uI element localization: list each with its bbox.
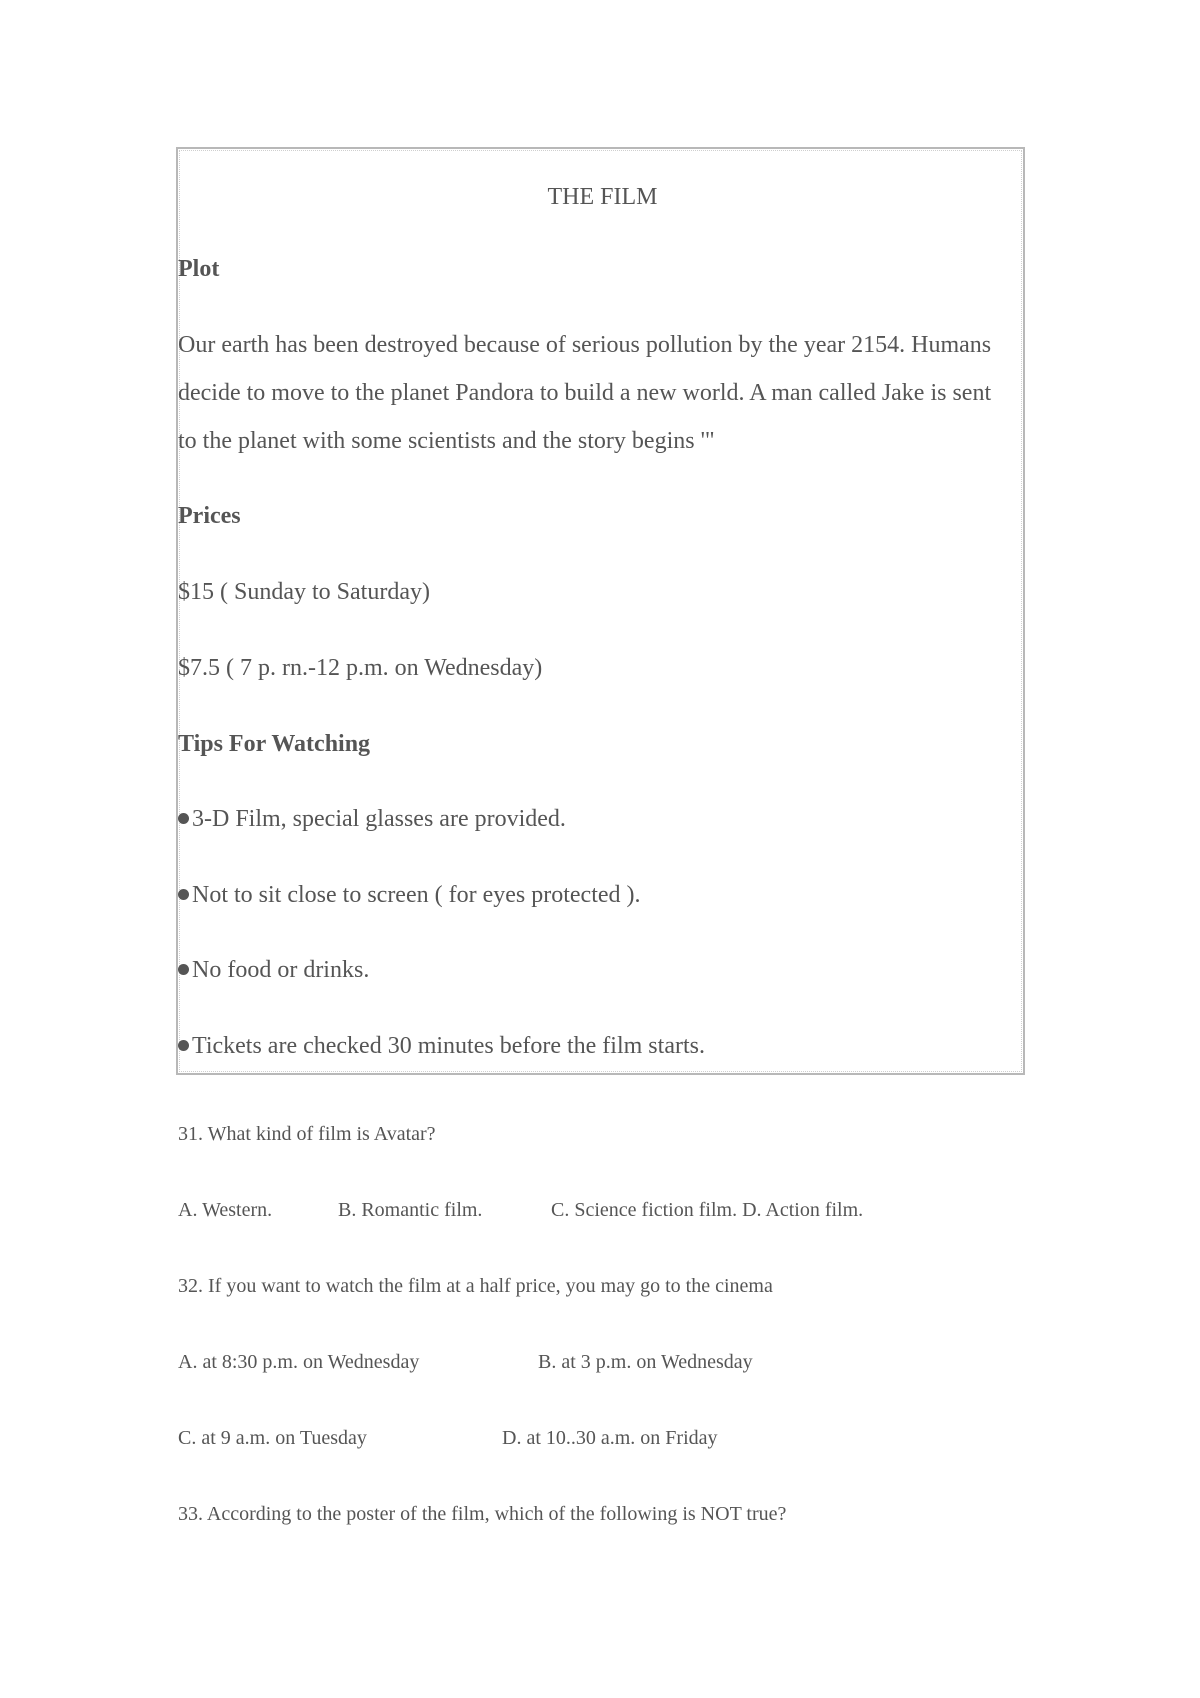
price-line: $7.5 ( 7 p. rn.-12 p.m. on Wednesday) [178,655,543,681]
question-33-stem: 33. According to the poster of the film, which of the following is NOT true? [178,1503,787,1525]
tip-item [178,807,566,831]
question-31-option-a: A. Western. [178,1199,273,1221]
bullet-icon [178,889,189,900]
bullet-icon [178,813,189,824]
question-31-option-b: B. Romantic film. [338,1199,483,1221]
tip-text: Tickets are checked 30 minutes before the film starts. [192,1033,705,1059]
tip-item [178,958,369,982]
question-32-stem: 32. If you want to watch the film at a half price, you may go to the cinema [178,1275,773,1297]
tips-heading: Tips For Watching [178,731,371,757]
plot-line: decide to move to the planet Pandora to build a new world. A man called Jake is sent [178,380,992,406]
question-32-option-d: D. at 10..30 a.m. on Friday [502,1427,718,1449]
box-title: THE FILM [547,184,658,210]
tip-item [178,883,641,907]
tip-text: Not to sit close to screen ( for eyes protected ). [192,882,641,908]
bullet-icon [178,1040,189,1051]
plot-heading: Plot [178,256,220,282]
bullet-icon [178,964,189,975]
prices-heading: Prices [178,503,241,529]
question-32-option-b: B. at 3 p.m. on Wednesday [538,1351,753,1373]
film-info-box [176,147,1025,1075]
question-32-option-c: C. at 9 a.m. on Tuesday [178,1427,367,1449]
question-31-stem: 31. What kind of film is Avatar? [178,1123,436,1145]
plot-line: Our earth has been destroyed because of serious pollution by the year 2154. Humans [178,332,992,358]
question-31-option-cd: C. Science fiction film. D. Action film. [551,1199,864,1221]
plot-line: to the planet with some scientists and the story begins '" [178,428,715,454]
tip-text: No food or drinks. [192,957,370,983]
price-line: $15 ( Sunday to Saturday) [178,579,430,605]
question-32-option-a: A. at 8:30 p.m. on Wednesday [178,1351,420,1373]
tip-text: 3-D Film, special glasses are provided. [192,806,566,832]
tip-item [178,1034,705,1058]
